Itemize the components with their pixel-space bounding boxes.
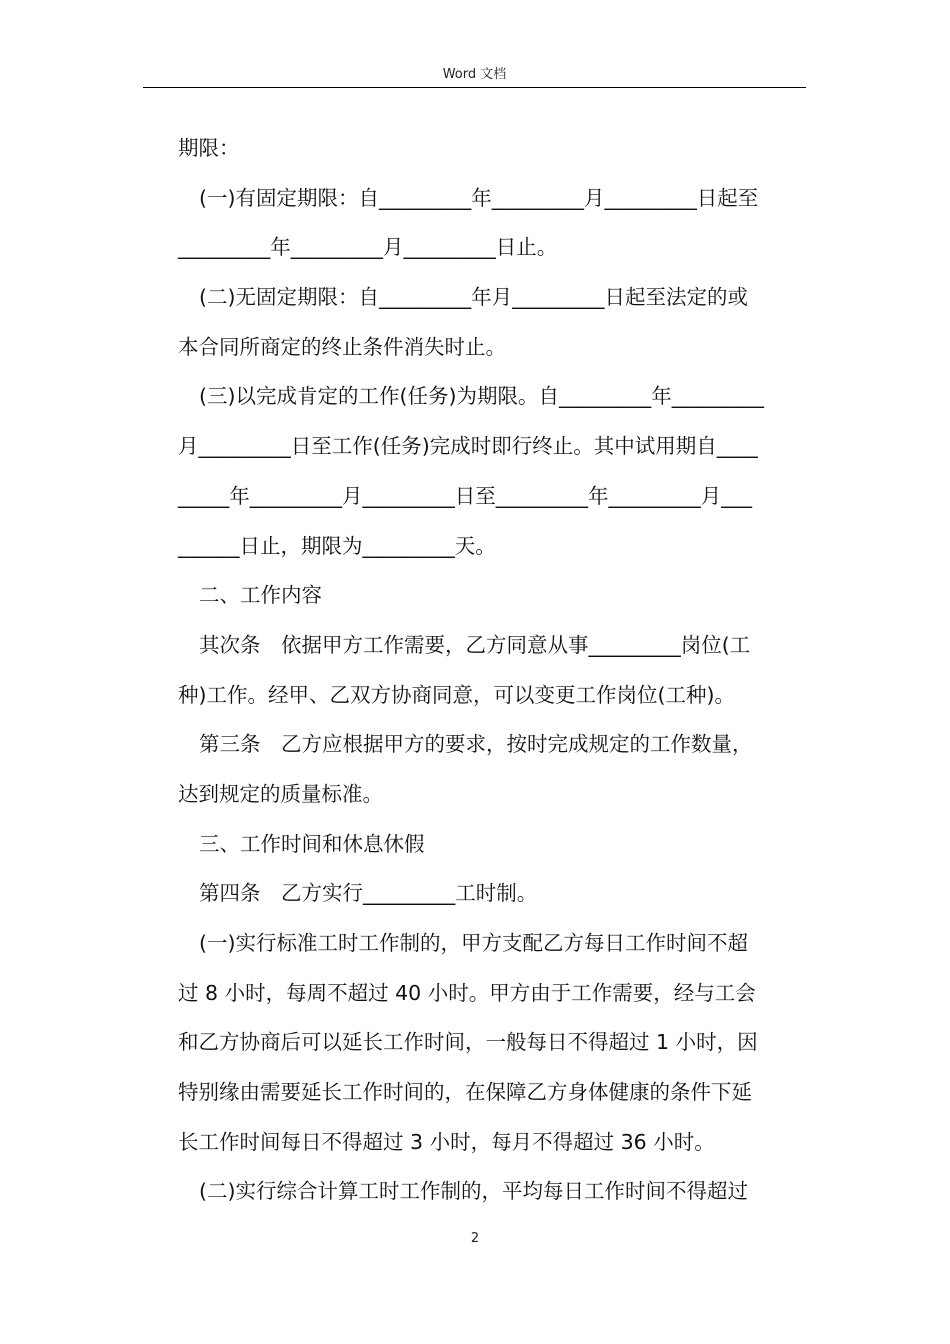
- text-line: (三)以完成肯定的工作(任务)为期限。自_________年_________: [199, 384, 764, 409]
- text-line: (一)实行标准工时工作制的，甲方支配乙方每日工作时间不超: [199, 931, 748, 955]
- text-line: 第四条 乙方实行_________工时制。: [199, 881, 538, 906]
- text-line: (一)有固定期限：自_________年_________月_________日起至: [199, 185, 759, 210]
- text-line: 其次条 依据甲方工作需要，乙方同意从事_________岗位(工: [199, 632, 751, 657]
- page-number: 2: [470, 1231, 480, 1246]
- text-line: 月_________日至工作(任务)完成时即行终止。其中试用期自____: [178, 434, 758, 459]
- text-line: 本合同所商定的终止条件消失时止。: [178, 334, 506, 359]
- text-line: 和乙方协商后可以延长工作时间，一般每日不得超过 1 小时，因: [178, 1030, 758, 1055]
- text-line: 特别缘由需要延长工作时间的，在保障乙方身体健康的条件下延: [178, 1080, 752, 1105]
- header-divider: [143, 87, 806, 88]
- text-line: 第三条 乙方应根据甲方的要求，按时完成规定的工作数量，: [199, 732, 753, 757]
- section-heading: 二、工作内容: [199, 583, 322, 608]
- text-line: 达到规定的质量标准。: [178, 781, 383, 806]
- text-line: (二)实行综合计算工时工作制的，平均每日工作时间不得超过: [199, 1179, 748, 1204]
- text-line: _________年_________月_________日止。: [178, 235, 558, 260]
- text-line: (二)无固定期限：自_________年月_________日起至法定的或: [199, 285, 748, 310]
- text-line: _____年_________月_________日至_________年_________月___: [178, 483, 752, 508]
- text-line: 期限：: [178, 136, 240, 160]
- document-body: [178, 124, 806, 1217]
- text-line: 长工作时间每日不得超过 3 小时，每月不得超过 36 小时。: [178, 1129, 715, 1154]
- text-line: 过 8 小时，每周不超过 40 小时。甲方由于工作需要，经与工会: [178, 980, 756, 1005]
- page-header: Word 文档: [442, 67, 507, 82]
- text-line: ______日止，期限为_________天。: [178, 533, 496, 558]
- text-line: 种)工作。经甲、乙双方协商同意，可以变更工作岗位(工种)。: [178, 682, 735, 707]
- section-heading: 三、工作时间和休息休假: [199, 831, 425, 856]
